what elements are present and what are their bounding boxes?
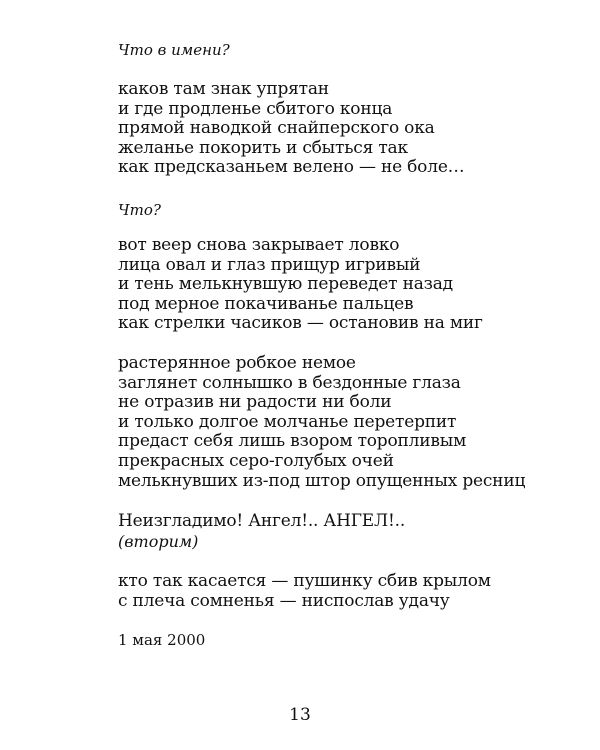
poem-line: и тень мелькнувшую переведет назад <box>118 274 453 295</box>
poem-line: каков там знак упрятан <box>118 79 329 99</box>
poem-line: и где продленье сбитого конца <box>118 98 393 119</box>
poem-line: лица овал и глаз прищур игривый <box>118 254 421 275</box>
stanza-3 <box>118 354 580 491</box>
poem-line: и только долгое молчанье перетерпит <box>118 411 457 432</box>
page-number: 13 <box>289 705 311 725</box>
stanza-2 <box>118 236 580 334</box>
poem-line: заглянет солнышко в бездонные глаза <box>118 372 461 393</box>
stanza-1 <box>118 80 580 178</box>
poem-line: с плеча сомненья — ниспослав удачу <box>118 590 450 611</box>
poem-line: прямой наводкой снайперского ока <box>118 118 435 139</box>
heading-what: Что? <box>118 201 161 219</box>
heading-what-in-name: Что в имени? <box>118 41 230 59</box>
poem-line: вот веер снова закрывает ловко <box>118 235 400 255</box>
poem-line: предаст себя лишь взором торопливым <box>118 431 467 452</box>
poem-line: как предсказаньем велено — не боле… <box>118 157 465 178</box>
poem-line: Неизгладимо! Ангел!.. АНГЕЛ!.. <box>118 511 406 531</box>
poem-line: не отразив ни радости ни боли <box>118 392 392 413</box>
poem-line: прекрасных серо-голубых очей <box>118 450 394 471</box>
stanza-5 <box>118 572 580 611</box>
poem-line: кто так касается — пушинку сбив крылом <box>118 571 491 591</box>
poem-line: растерянное робкое немое <box>118 353 356 373</box>
poem-line: под мерное покачиванье пальцев <box>118 293 414 314</box>
poem-date: 1 мая 2000 <box>118 631 206 649</box>
stanza-4 <box>118 512 580 552</box>
poem-line-italic: (вторим) <box>118 531 199 551</box>
poem-line: желанье покорить и сбыться так <box>118 137 408 158</box>
poem-line: мелькнувших из-под штор опущенных ресниц <box>118 470 526 491</box>
poem-line: как стрелки часиков — остановив на миг <box>118 313 483 334</box>
